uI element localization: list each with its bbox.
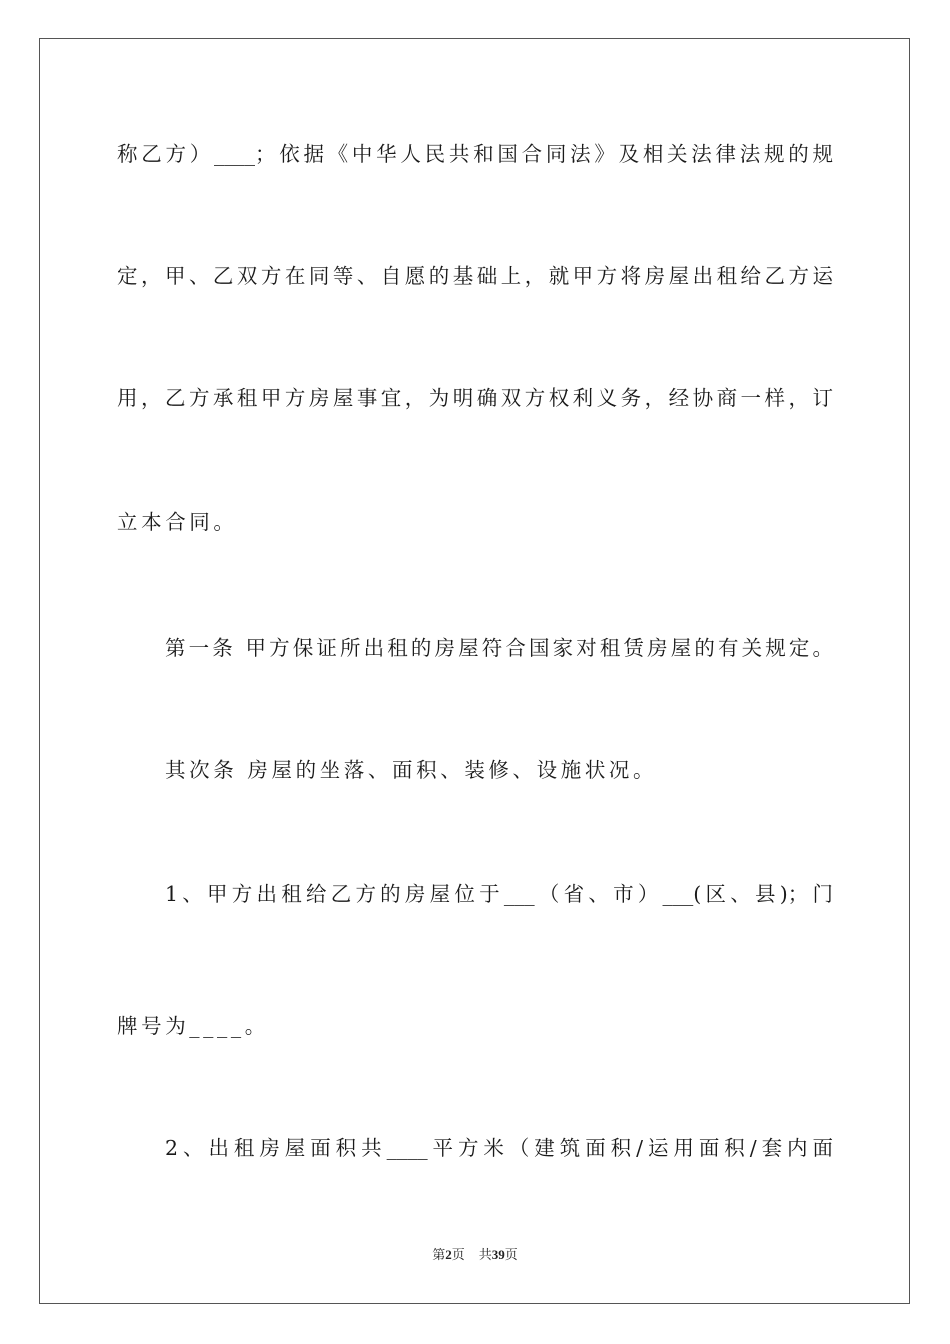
footer-page-prefix: 第 <box>432 1247 446 1262</box>
body-line-2: 定，甲、乙双方在同等、自愿的基础上，就甲方将房屋出租给乙方运 <box>117 264 833 288</box>
footer-total-prefix: 共 <box>478 1247 492 1262</box>
article-1-line: 第一条 甲方保证所出租的房屋符合国家对租赁房屋的有关规定。 <box>165 636 833 660</box>
article-2-line: 其次条 房屋的坐落、面积、装修、设施状况。 <box>165 758 658 782</box>
footer-page-total: 39 <box>491 1247 505 1262</box>
footer-total-unit: 页 <box>504 1247 518 1262</box>
body-line-3: 用，乙方承租甲方房屋事宜，为明确双方权利义务，经协商一样，订 <box>117 386 833 410</box>
body-line-4: 立本合同。 <box>117 510 238 534</box>
item-1-line-1: 1、甲方出租给乙方的房屋位于___（省、市）___(区、县)；门 <box>165 882 833 906</box>
item-1-line-2: 牌号为____。 <box>117 1014 269 1038</box>
footer-page-current: 2 <box>445 1247 452 1262</box>
item-2-line-1: 2、出租房屋面积共____平方米（建筑面积/运用面积/套内面 <box>165 1136 833 1160</box>
footer-page-unit: 页 <box>451 1247 465 1262</box>
page-border <box>39 38 910 1304</box>
page-footer <box>0 1246 950 1264</box>
body-line-1: 称乙方）____；依据《中华人民共和国合同法》及相关法律法规的规 <box>117 142 833 166</box>
